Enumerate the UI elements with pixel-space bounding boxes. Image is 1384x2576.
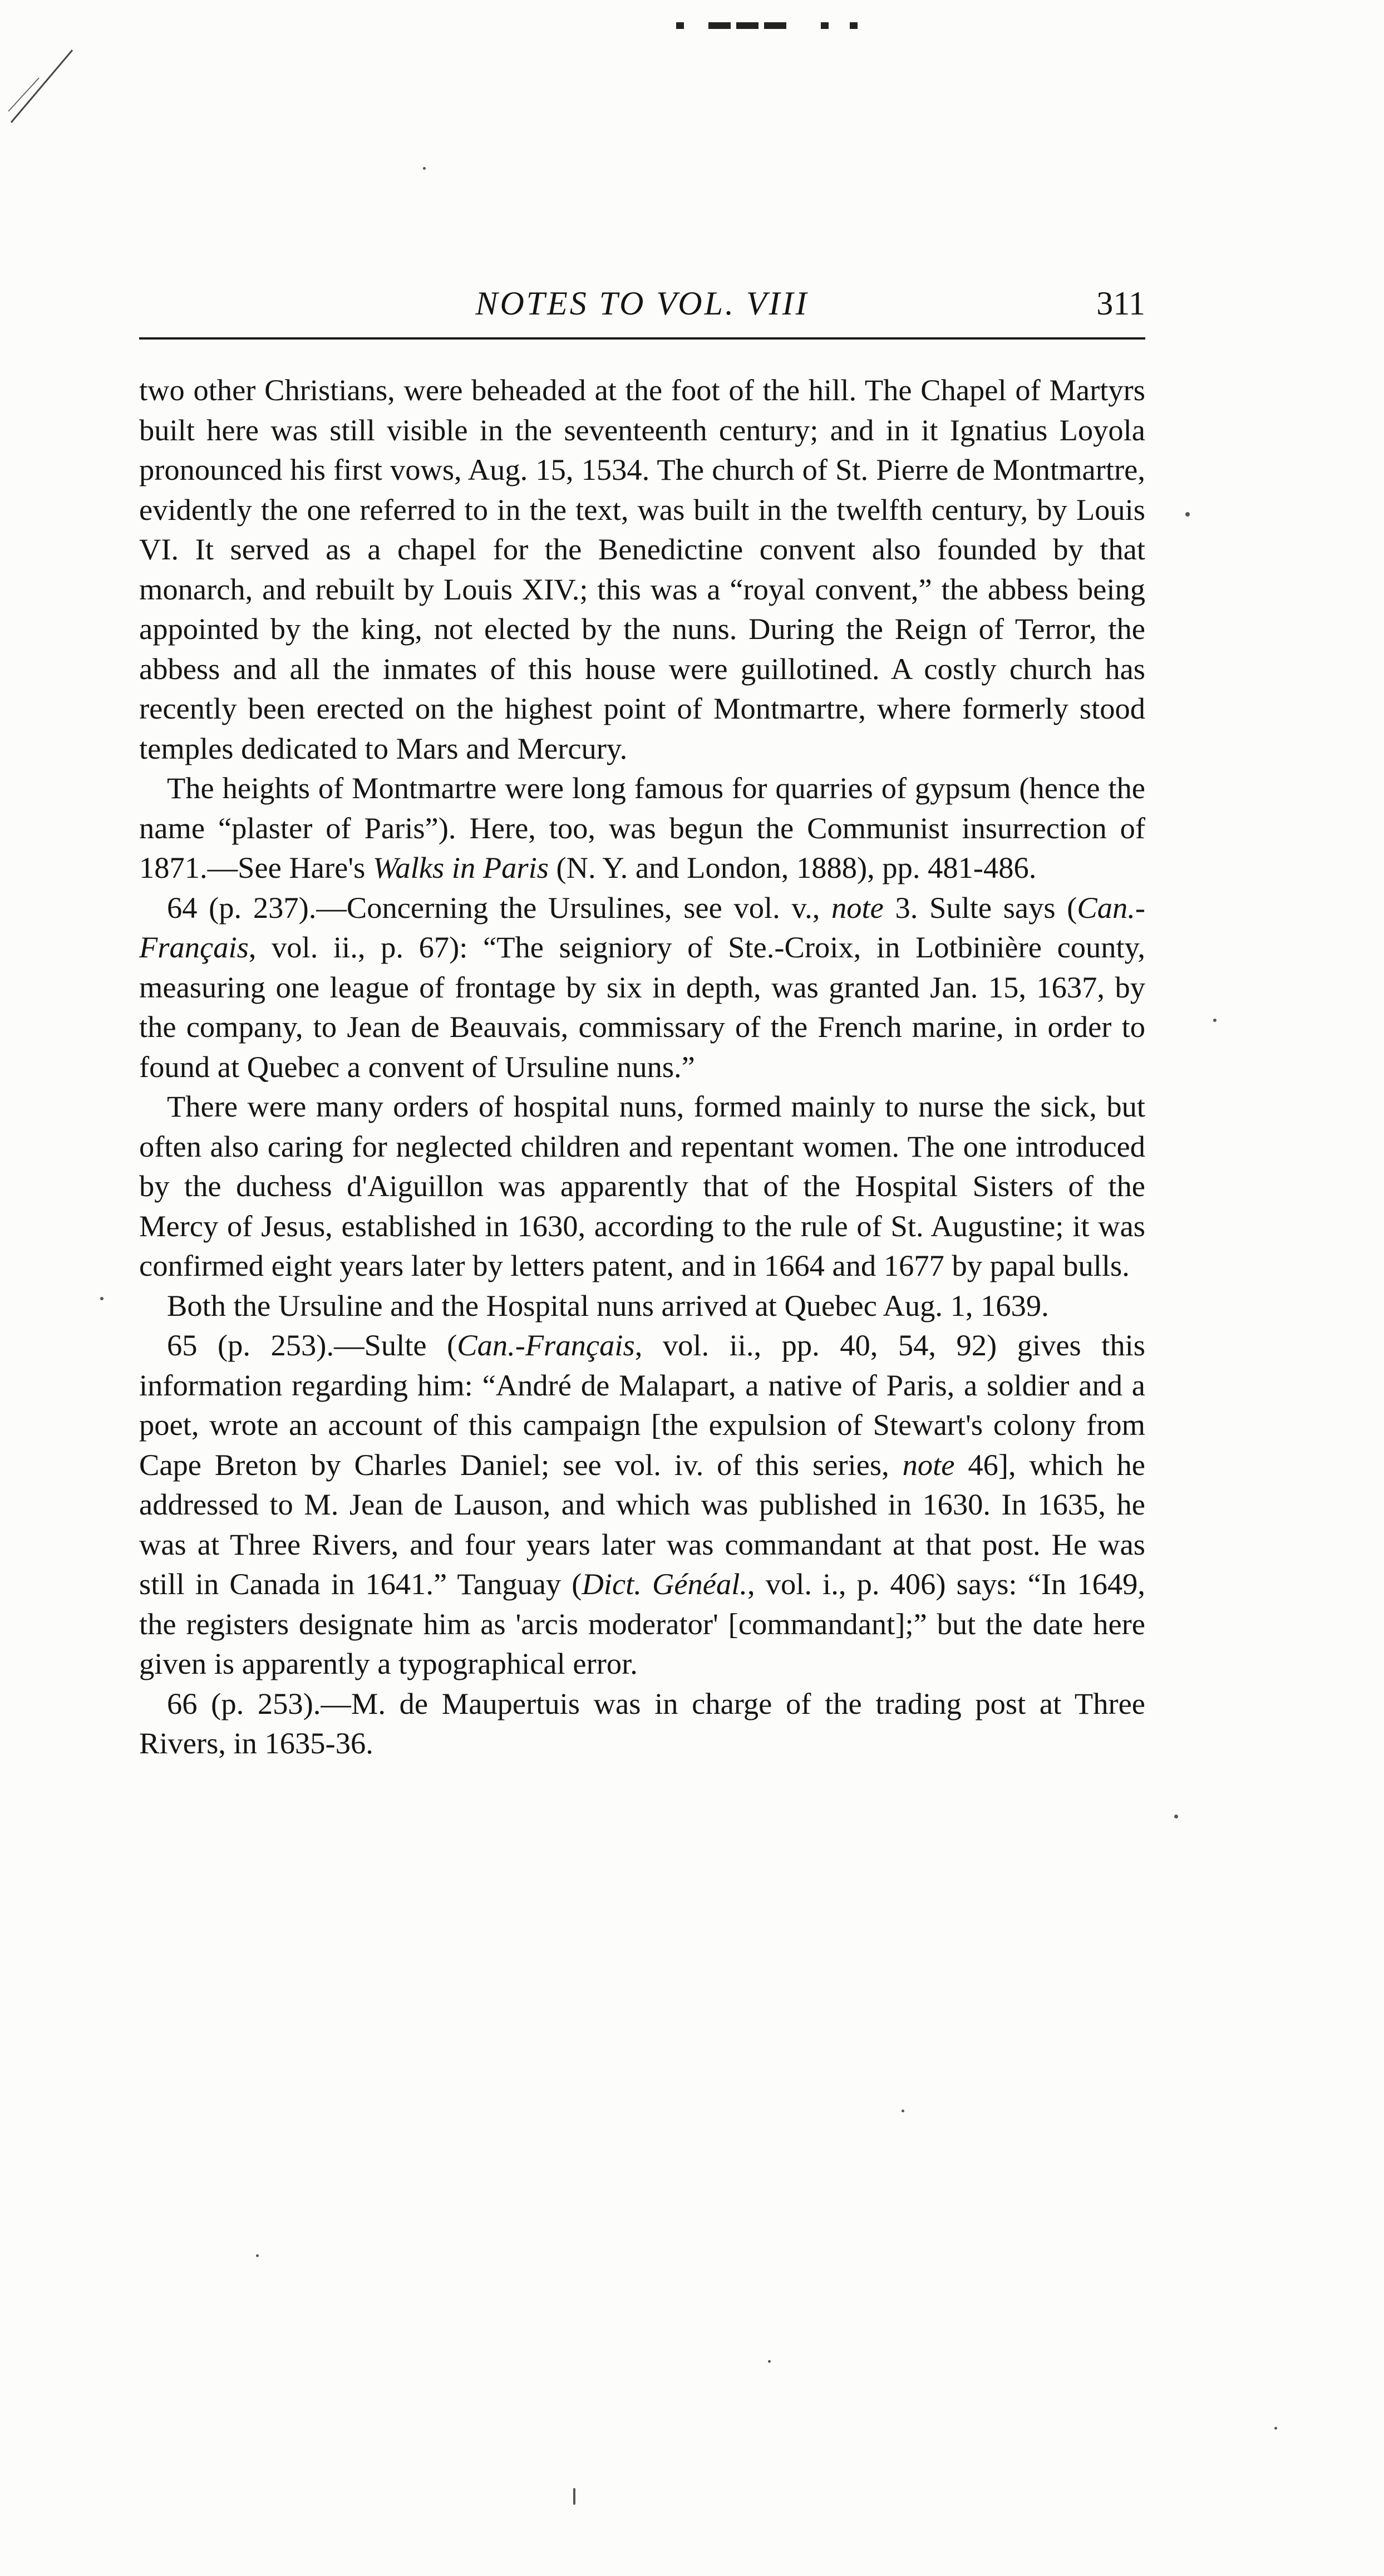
- paragraph-p2: [139, 768, 1145, 888]
- paper-speck: [1213, 1019, 1216, 1022]
- paragraph-p1: [139, 370, 1145, 768]
- paper-speck: [100, 1297, 104, 1300]
- text-segment: 3. Sulte says (: [883, 890, 1077, 925]
- running-head: NOTES TO VOL. VIII: [475, 285, 809, 322]
- paper-speck: [1174, 1815, 1178, 1818]
- text-segment: , vol. ii., pp. 40, 54, 92) gives this information regarding him: “André de Malapart, a native of Paris, a soldier and a poet, wrote an account of this campaign [the expulsion of Stewart's colony from Cape Breton by Charles Daniel; see vol. iv. of this series,: [139, 1328, 1146, 1482]
- italic-text: note: [902, 1447, 955, 1482]
- header-rule: [139, 337, 1145, 340]
- text-segment: 66 (p. 253).—M. de Maupertuis was in charge of the trading post at Three Rivers, in 1635-36.: [139, 1686, 1145, 1760]
- page-header: [139, 278, 1145, 345]
- printer-marks: [676, 22, 860, 30]
- paper-speck: [1274, 2427, 1277, 2430]
- paper-speck: [1185, 512, 1190, 517]
- text-segment: two other Christians, were beheaded at the foot of the hill. The Chapel of Martyrs built here was still visible in the seventeenth century; and in it Ignatius Loyola pronounced his first vows, Aug. 15, 1534. The church of St. Pierre de Montmartre, evidently the one referred to in the text, was built in the twelfth century, by Louis VI. It served as a chapel for the Benedictine convent also founded by that monarch, and rebuilt by Louis XIV.; this was a “royal convent,” the abbess being appointed by the king, not elected by the nuns. During the Reign of Terror, the abbess and all the inmates of this house were guillotined. A costly church has recently been erected on the highest point of Montmartre, where formerly stood temples dedicated to Mars and Mercury.: [139, 373, 1145, 765]
- text-segment: , vol. i., p. 406) says: “In 1649, the registers designate him as 'arcis moderator' [commandant];” but the date here given is apparently a typographical error.: [139, 1567, 1145, 1680]
- paper-speck: [768, 2360, 771, 2363]
- text-segment: 65 (p. 253).—Sulte (: [167, 1328, 457, 1362]
- text-segment: 46], which he addressed to M. Jean de Lauson, and which was published in 1630. In 1635, he was at Three Rivers, and four years later was commandant at that post. He was still in Canada in 1641.” Tanguay (: [139, 1447, 1145, 1601]
- paper-speck: [573, 2488, 575, 2505]
- italic-text: Walks in Paris: [372, 851, 549, 884]
- italic-text: Dict. Généal.: [582, 1567, 747, 1601]
- text-segment: 64 (p. 237).—Concerning the Ursulines, see vol. v.,: [167, 890, 831, 925]
- corner-pencil-mark: [6, 45, 83, 128]
- text-segment: There were many orders of hospital nuns, formed mainly to nurse the sick, but often also caring for neglected children and repentant women. The one introduced by the duchess d'Aiguillon was apparently that of the Hospital Sisters of the Mercy of Jesus, established in 1630, according to the rule of St. Augustine; it was confirmed eight years later by letters patent, and in 1664 and 1677 by papal bulls.: [139, 1089, 1145, 1282]
- text-segment: (N. Y. and London, 1888), pp. 481-486.: [548, 851, 1037, 884]
- italic-text: Can.-Français: [457, 1328, 635, 1362]
- paper-speck: [423, 167, 426, 170]
- italic-text: note: [831, 890, 884, 925]
- paragraph-p3: [139, 888, 1145, 1087]
- paragraph-p5: [139, 1286, 1145, 1326]
- paper-speck: [256, 2254, 259, 2257]
- body-text: [139, 370, 1145, 1763]
- paragraph-p4: [139, 1087, 1145, 1286]
- text-segment: Both the Ursuline and the Hospital nuns arrived at Quebec Aug. 1, 1639.: [167, 1288, 1049, 1323]
- text-segment: , vol. ii., p. 67): “The seigniory of Ste.-Croix, in Lotbinière county, measuring one league of frontage by six in depth, was granted Jan. 15, 1637, by the company, to Jean de Beauvais, commissary of the French marine, in order to found at Quebec a convent of Ursuline nuns.”: [139, 930, 1145, 1084]
- paragraph-p7: [139, 1684, 1145, 1763]
- paragraph-p6: [139, 1325, 1145, 1684]
- page-number: 311: [1096, 285, 1145, 322]
- italic-text: Can.-Français: [139, 890, 1145, 964]
- paper-speck: [902, 2110, 904, 2112]
- text-segment: The heights of Montmartre were long famous for quarries of gypsum (hence the name “plaster of Paris”). Here, too, was begun the Communist insurrection of 1871.—See Hare's: [139, 771, 1145, 884]
